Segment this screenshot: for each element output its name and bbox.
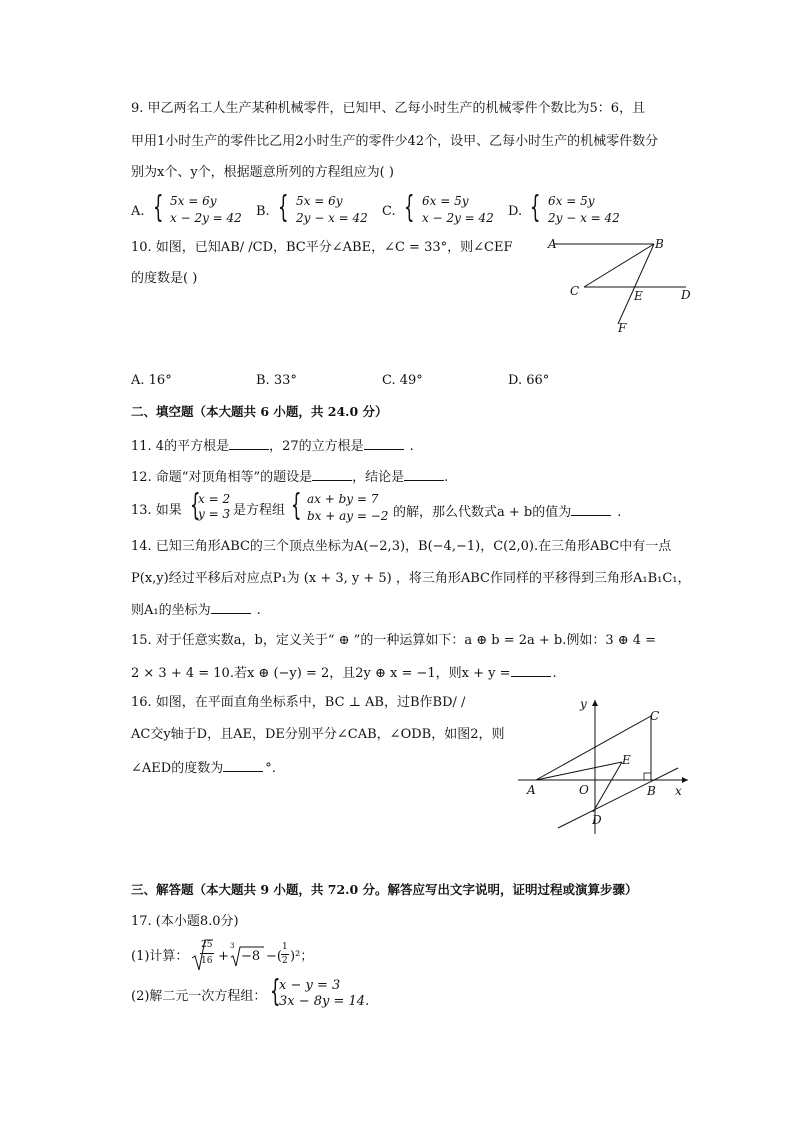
q9-b-eq1: 5x = 6y: [296, 194, 343, 208]
q17-part2-label: (2)解二元一次方程组：: [131, 989, 267, 1004]
q14-line1: 14. 已知三角形ABC的三个顶点坐标为A(−2,3)，B(−4,−1)，C(2,0).在三角形ABC中有一点: [131, 539, 672, 554]
q13-text-d: .: [617, 505, 622, 520]
brace-icon: {: [530, 190, 541, 225]
q11-blank-2[interactable]: [364, 436, 404, 450]
brace-icon: {: [153, 190, 164, 225]
q17-minus: −(: [266, 949, 282, 964]
q11-text-c: .: [409, 439, 414, 454]
q9-d-eq1: 6x = 5y: [548, 194, 595, 208]
q13-tail: [393, 502, 621, 522]
q16-figure: [510, 694, 700, 844]
q16-line3: [131, 758, 276, 778]
q17-frac-num: 25: [201, 940, 213, 950]
label-e: E: [622, 753, 631, 767]
label-f: F: [618, 321, 627, 335]
q16-text-a: ∠AED的度数为: [131, 761, 224, 776]
brace-icon: {: [190, 488, 201, 523]
q13-sys2: bx + ay = −2: [307, 509, 389, 523]
q9-line1: 9. 甲乙两名工人生产某种机械零件，已知甲、乙每小时生产的机械零件个数比为5：6，且: [131, 101, 646, 116]
fraction-bar: [200, 953, 214, 954]
label-b: B: [647, 784, 656, 798]
q16-text-b: °.: [265, 761, 276, 776]
label-b: B: [655, 237, 664, 251]
brace-icon: {: [291, 488, 302, 523]
q9-a-eq1: 5x = 6y: [170, 194, 217, 208]
q17-root-index: 3: [230, 942, 235, 950]
q13-text-c: 的解，那么代数式a + b的值为: [393, 505, 572, 520]
q11: [131, 436, 414, 456]
label-c: C: [570, 284, 580, 298]
q11-blank-1[interactable]: [229, 436, 269, 450]
q12-text-a: 12. 命题“对顶角相等”的题设是: [131, 470, 313, 485]
fraction-bar: [281, 954, 289, 955]
q9-b-eq2: 2y − x = 42: [296, 211, 368, 225]
q13-eq2: y = 3: [198, 507, 231, 521]
q14-text-a: 则A₁的坐标为: [131, 603, 211, 618]
q16-line2: AC交y轴于D，且AE，DE分别平分∠CAB，∠ODB，如图2，则: [131, 727, 505, 742]
label-d: D: [681, 288, 691, 302]
q15-blank[interactable]: [511, 663, 551, 677]
q12-text-b: ，结论是: [352, 470, 405, 485]
q10-option-d[interactable]: D. 66°: [508, 373, 550, 388]
label-o: O: [579, 783, 589, 797]
q10-line1: 10. 如图，已知AB/ /CD，BC平分∠ABE，∠C = 33°，则∠CEF: [131, 240, 513, 255]
q10-option-c[interactable]: C. 49°: [382, 373, 423, 388]
q13-text-a: 13. 如果: [131, 503, 182, 518]
q10-option-a[interactable]: A. 16°: [131, 373, 172, 388]
q17-part1-label: (1)计算：: [131, 949, 189, 964]
q11-text-b: ，27的立方根是: [269, 439, 364, 454]
q9-c-eq2: x − 2y = 42: [422, 211, 494, 225]
q17-half-den: 2: [282, 956, 288, 966]
plus-sign: +: [218, 949, 229, 964]
label-a: A: [527, 783, 536, 797]
q17-frac-den: 16: [201, 956, 213, 966]
q15-line1: 15. 对于任意实数a，b，定义关于“ ⊕ ”的一种运算如下：a ⊕ b = 2a + b.例如：3 ⊕ 4 =: [131, 633, 657, 648]
q17-half-num: 1: [282, 942, 288, 952]
line-ed: [593, 762, 622, 812]
q10-line2: 的度数是( ): [131, 271, 198, 286]
q9-option-label: D.: [508, 204, 523, 219]
line-bc: [584, 244, 654, 287]
q12-blank-2[interactable]: [404, 467, 444, 481]
q12-text-c: .: [444, 470, 449, 485]
q15-text-a: 2 × 3 + 4 = 10.若x ⊕ (−y) = 2，且2y ⊕ x = −1，则x + y =: [131, 666, 511, 681]
label-x: x: [675, 784, 682, 798]
q13-eq1: x = 2: [198, 492, 231, 506]
right-angle-mark: [644, 773, 651, 780]
q16-blank[interactable]: [223, 758, 263, 772]
q9-line3: 别为x个、y个，根据题意所列的方程组应为( ): [131, 165, 394, 180]
line-bf: [618, 244, 654, 324]
q12: [131, 467, 448, 487]
label-d: D: [592, 813, 602, 827]
q10-option-b[interactable]: B. 33°: [256, 373, 297, 388]
q17-tail: )²；: [290, 949, 314, 964]
q9-d-eq2: 2y − x = 42: [548, 211, 620, 225]
q9-option-label: B.: [256, 204, 270, 219]
q13-text-b: 是方程组: [233, 503, 286, 518]
q13-sys1: ax + by = 7: [307, 492, 379, 506]
q17-eq1: x − y = 3: [279, 978, 341, 993]
q11-text-a: 11. 4的平方根是: [131, 439, 230, 454]
q10-figure: [540, 232, 705, 342]
q13-blank[interactable]: [571, 502, 611, 516]
brace-icon: {: [270, 974, 281, 1009]
q9-option-label: C.: [382, 204, 396, 219]
q9-option-label: A.: [131, 204, 145, 219]
q12-blank-1[interactable]: [312, 467, 352, 481]
section-heading-fill-blank: 二、填空题（本大题共 6 小题，共 24.0 分）: [131, 404, 388, 419]
label-c: C: [650, 709, 660, 723]
q17-radicand: −8: [241, 949, 261, 964]
brace-icon: {: [404, 190, 415, 225]
label-y: y: [580, 697, 587, 711]
q9-c-eq1: 6x = 5y: [422, 194, 469, 208]
line-ac: [536, 716, 651, 780]
q14-text-b: .: [256, 603, 261, 618]
q15-text-b: .: [552, 666, 557, 681]
q16-line1: 16. 如图，在平面直角坐标系中，BC ⊥ AB，过B作BD/ /: [131, 695, 466, 710]
q14-line2: P(x,y)经过平移后对应点P₁为 (x + 3, y + 5) ，将三角形ABC作同样的平移得到三角形A₁B₁C₁，: [131, 571, 691, 586]
label-a: A: [548, 237, 557, 251]
q14-blank[interactable]: [211, 600, 251, 614]
q9-line2: 甲用1小时生产的零件比乙用2小时生产的零件少42个，设甲、乙每小时生产的机械零件数分: [131, 134, 659, 149]
label-e: E: [634, 289, 643, 303]
q9-a-eq2: x − 2y = 42: [170, 211, 242, 225]
q17-eq2: 3x − 8y = 14.: [279, 994, 370, 1009]
section-heading-solutions: 三、解答题（本大题共 9 小题，共 72.0 分。解答应写出文字说明，证明过程或演算步骤）: [131, 882, 638, 897]
q15-line2: [131, 663, 557, 683]
brace-icon: {: [278, 190, 289, 225]
line-ae: [536, 762, 622, 780]
q14-line3: [131, 600, 261, 620]
line-bd: [558, 768, 678, 828]
q17-head: 17. (本小题8.0分): [131, 914, 239, 929]
